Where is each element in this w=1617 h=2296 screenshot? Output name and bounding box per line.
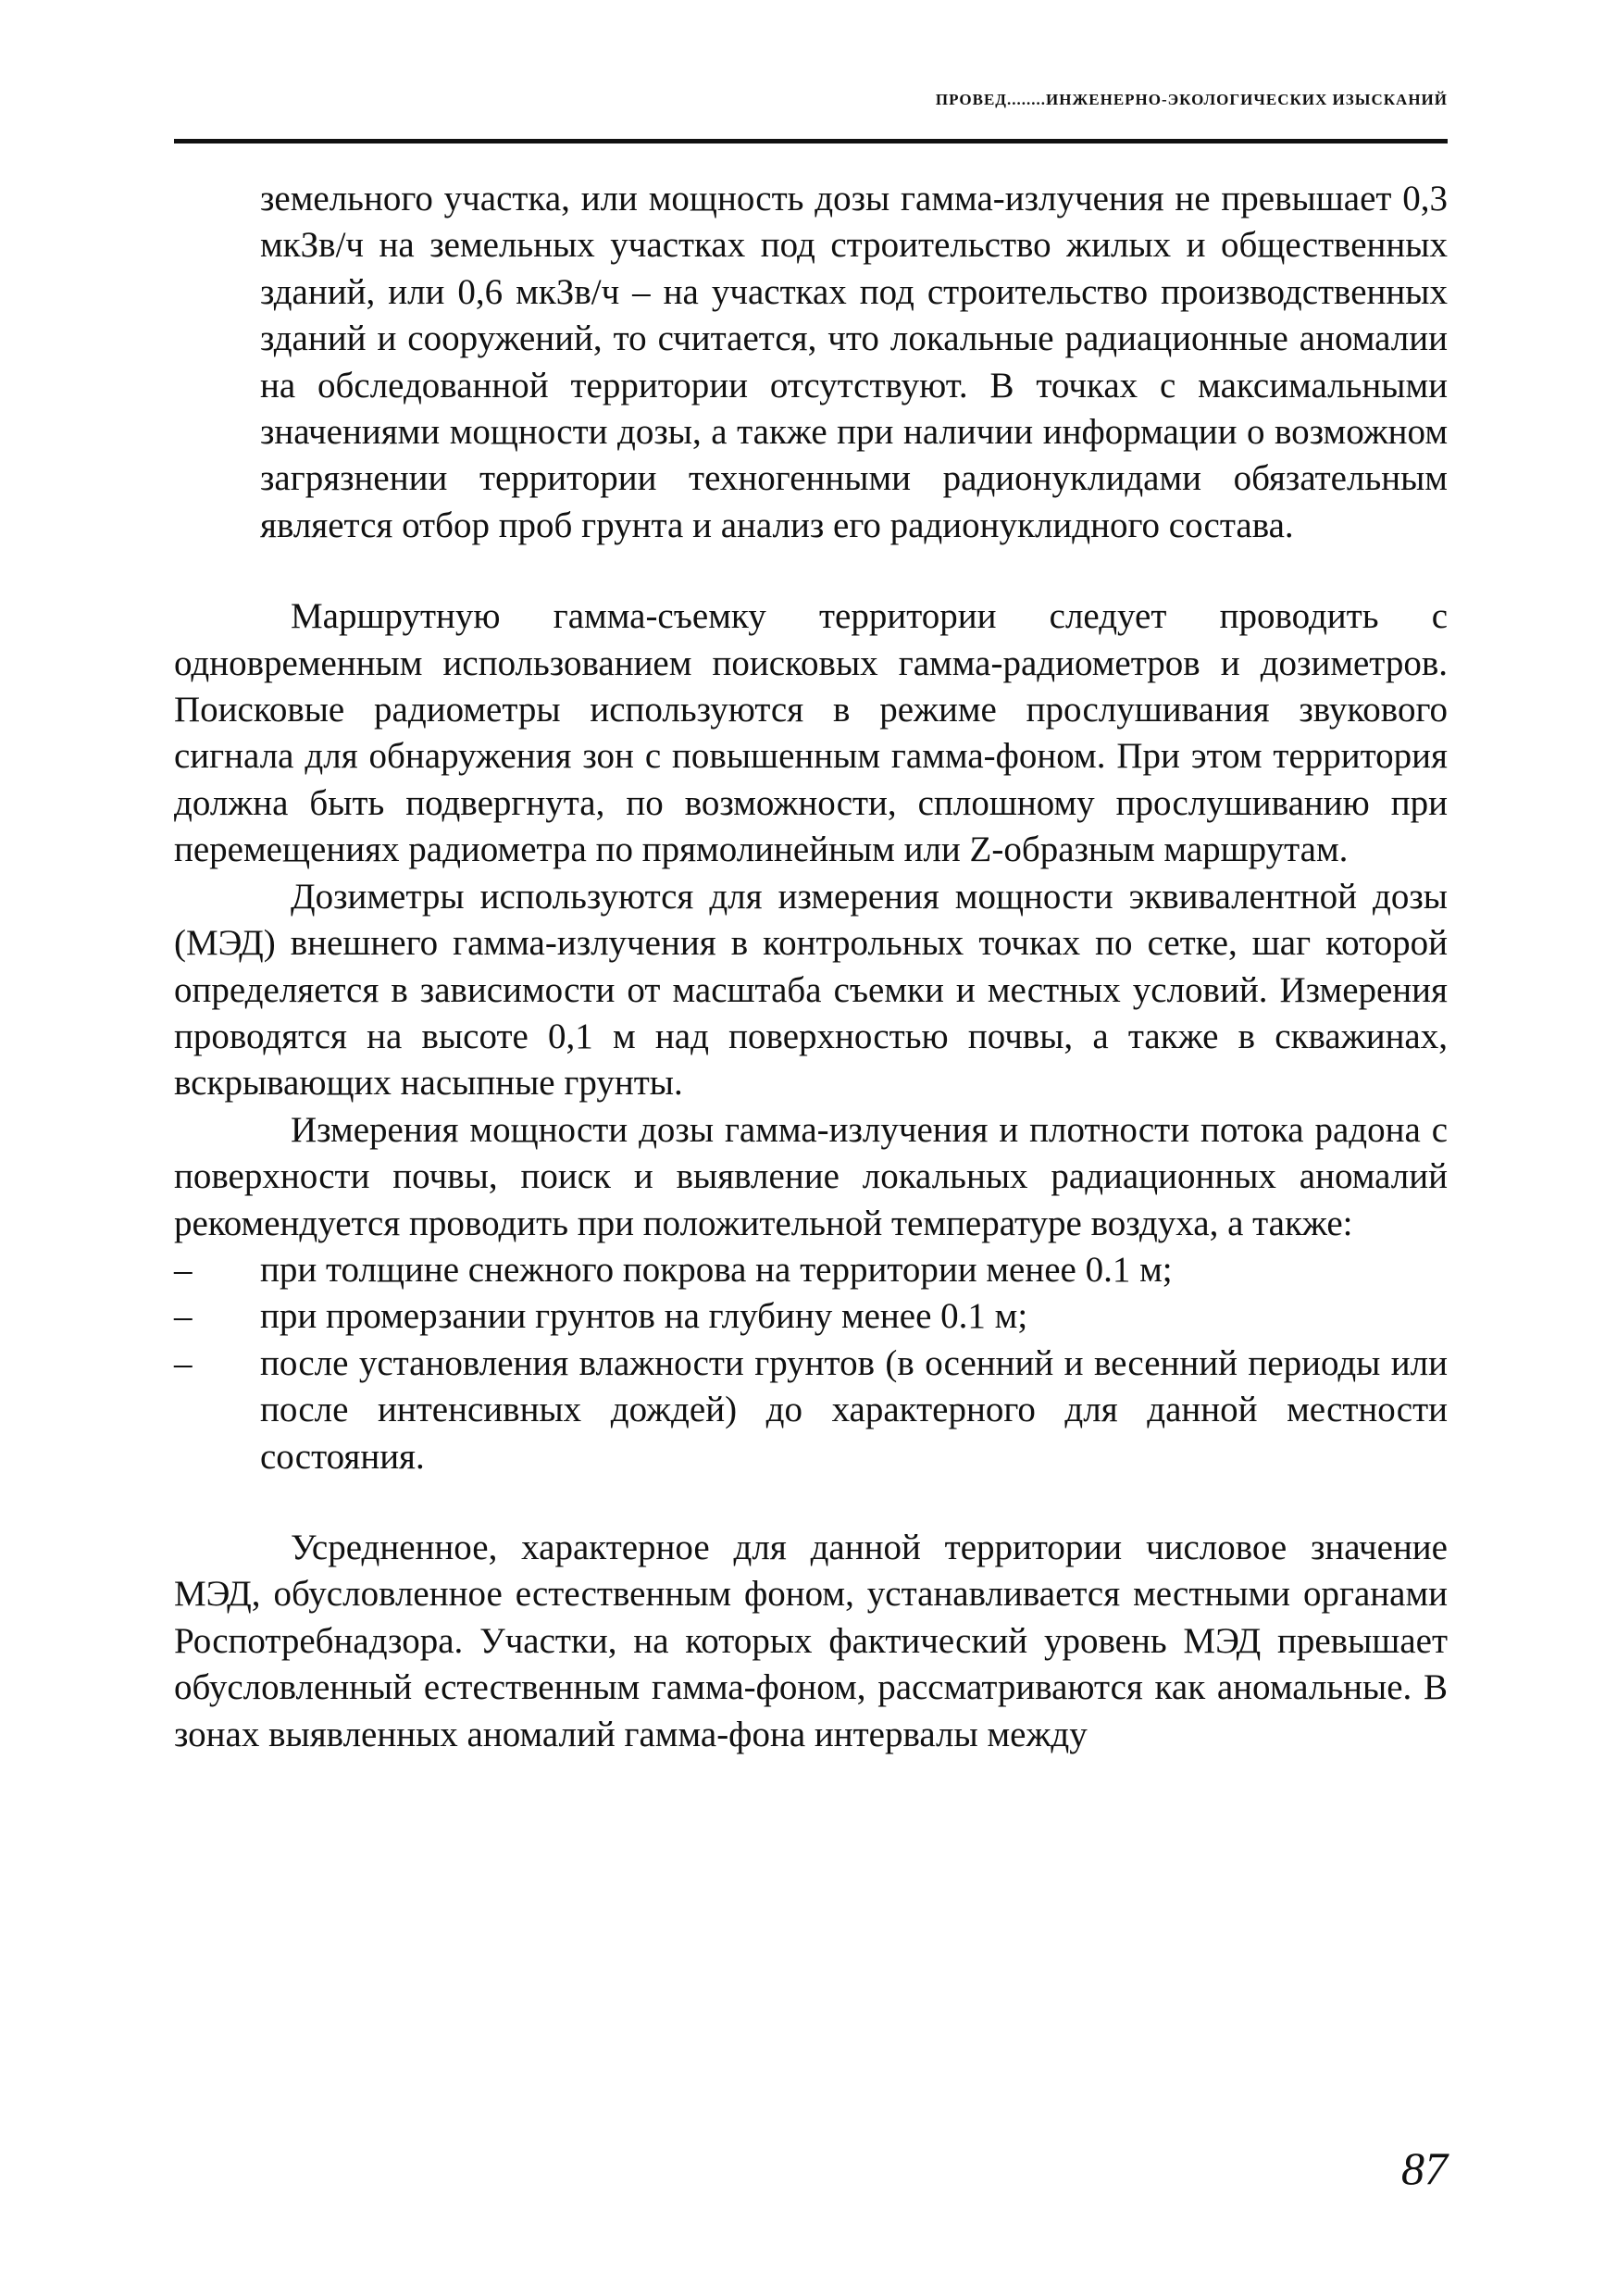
- list-item-text: при толщине снежного покрова на территории менее 0.1 м;: [260, 1249, 1173, 1290]
- list-item-text: после установления влажности грунтов (в осенний и весенний периоды или после интенсивных дождей) до характерного для данной местности состояния.: [260, 1342, 1448, 1477]
- running-header: ПРОВЕД........ИНЖЕНЕРНО-ЭКОЛОГИЧЕСКИХ ИЗЫСКАНИЙ: [935, 91, 1448, 108]
- page-number: 87: [1401, 2142, 1448, 2194]
- document-body: [174, 176, 1448, 1758]
- average-background-paragraph: Усредненное, характерное для данной территории числовое значение МЭД, обусловленное естественным фоном, устанавливается местными органами Роспотребнадзора. Участки, на которых фактический уровень МЭД превышает обусловленный естественным гамма-фоном, рассматриваются как аномальные. В зонах выявленных аномалий гамма-фона интервалы между: [174, 1527, 1448, 1754]
- conditions-list: [174, 1247, 1448, 1480]
- dash-marker: –: [174, 1296, 193, 1337]
- list-item: [174, 1293, 1448, 1340]
- header-rule: [174, 139, 1448, 144]
- dash-marker: –: [174, 1249, 193, 1290]
- continuation-paragraph: земельного участка, или мощность дозы гамма-излучения не превышает 0,3 мкЗв/ч на земельных участках под строительство жилых и общественных зданий, или 0,6 мкЗв/ч – на участках под строительство производственных зданий и сооружений, то считается, что локальные радиационные аномалии на обследованной территории отсутствуют. В точках с максимальными значениями мощности дозы, а также при наличии информации о возможном загрязнении территории техногенными радионуклидами обязательным является отбор проб грунта и анализ его радионуклидного состава.: [260, 179, 1448, 545]
- list-item: [174, 1341, 1448, 1480]
- route-survey-paragraph: Маршрутную гамма-съемку территории следует проводить с одновременным использованием поисковых гамма-радиометров и дозиметров. Поисковые радиометры используются в режиме прослушивания звукового сигнала для обнаружения зон с повышенным гамма-фоном. При этом территория должна быть подвергнута, по возможности, сплошному прослушиванию при перемещениях радиометра по прямолинейным или Z-образным маршрутам.: [174, 596, 1448, 870]
- list-item-text: при промерзании грунтов на глубину менее 0.1 м;: [260, 1296, 1028, 1337]
- conditions-paragraph: Измерения мощности дозы гамма-излучения и плотности потока радона с поверхности почвы, поиск и выявление локальных радиационных аномалий рекомендуется проводить при положительной температуре воздуха, а также:: [174, 1109, 1448, 1243]
- dash-marker: –: [174, 1342, 193, 1383]
- list-item: [174, 1247, 1448, 1293]
- dosimeters-paragraph: Дозиметры используются для измерения мощности эквивалентной дозы (МЭД) внешнего гамма-излучения в контрольных точках по сетке, шаг которой определяется в зависимости от масштаба съемки и местных условий. Измерения проводятся на высоте 0,1 м над поверхностью почвы, а также в скважинах, вскрывающих насыпные грунты.: [174, 876, 1448, 1104]
